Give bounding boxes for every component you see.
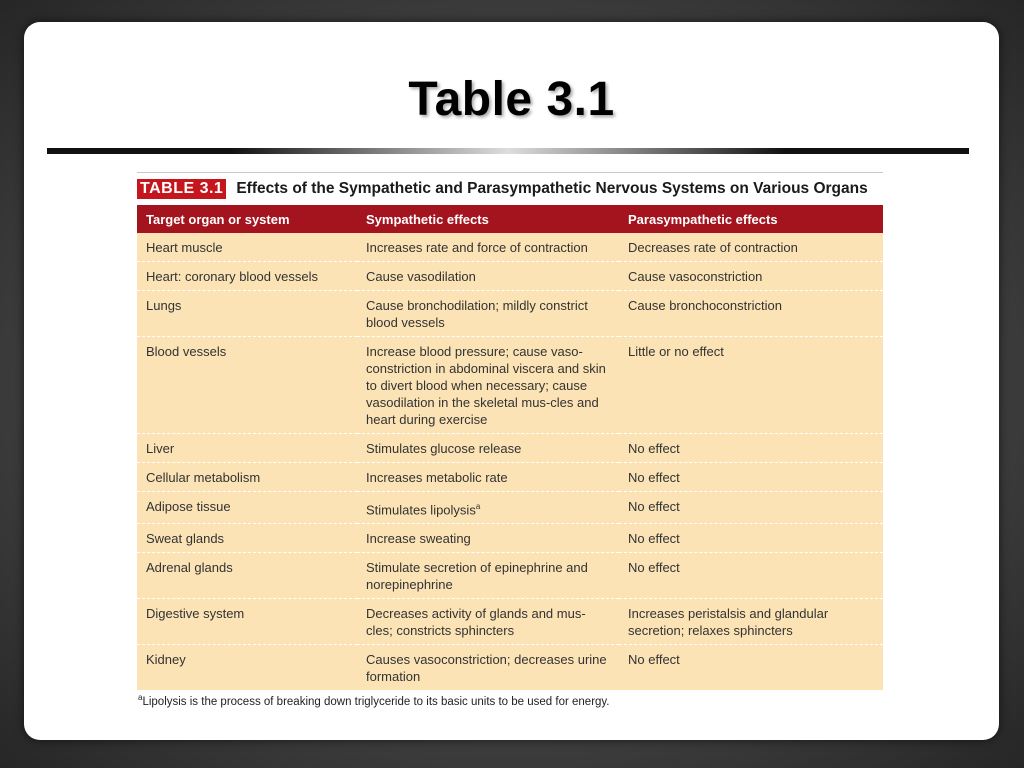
cell-parasympathetic: No effect [619, 463, 883, 492]
table-row [137, 645, 883, 691]
cell-organ: Kidney [137, 645, 357, 691]
footnote-marker: a [475, 502, 481, 511]
footnote-text: Lipolysis is the process of breaking down triglyceride to its basic units to be used for energy. [142, 696, 610, 709]
cell-sympathetic: Decreases activity of glands and mus-cles; constricts sphincters [357, 599, 619, 645]
cell-parasympathetic: Cause bronchoconstriction [619, 291, 883, 337]
table-footnote [137, 693, 883, 708]
cell-parasympathetic: No effect [619, 524, 883, 553]
cell-sympathetic: Cause vasodilation [357, 262, 619, 291]
table-row [137, 553, 883, 599]
cell-organ: Cellular metabolism [137, 463, 357, 492]
table-row [137, 599, 883, 645]
footnote-superscript: a [138, 693, 143, 703]
effects-table [137, 205, 883, 690]
cell-sympathetic: Stimulates glucose release [357, 434, 619, 463]
cell-organ: Adrenal glands [137, 553, 357, 599]
cell-sympathetic [357, 492, 619, 524]
cell-organ: Liver [137, 434, 357, 463]
cell-sympathetic: Increases metabolic rate [357, 463, 619, 492]
table-row [137, 524, 883, 553]
table-header-row [137, 205, 883, 233]
cell-sympathetic: Increase blood pressure; cause vaso-constriction in abdominal viscera and skin to divert blood when necessary; cause vasodilation in the skeletal mus-cles and heart during exercise [357, 337, 619, 434]
cell-sympathetic: Increase sweating [357, 524, 619, 553]
table-figure [137, 172, 883, 708]
table-caption [137, 172, 883, 199]
table-row [137, 233, 883, 262]
cell-sympathetic: Stimulate secretion of epinephrine and norepinephrine [357, 553, 619, 599]
header-sympathetic: Sympathetic effects [357, 205, 619, 233]
cell-organ: Heart: coronary blood vessels [137, 262, 357, 291]
cell-sympathetic: Cause bronchodilation; mildly constrict blood vessels [357, 291, 619, 337]
cell-sympathetic-text: Stimulates lipolysis [366, 502, 476, 518]
slide-title: Table 3.1 [408, 73, 615, 126]
cell-parasympathetic: No effect [619, 492, 883, 524]
cell-sympathetic: Causes vasoconstriction; decreases urine formation [357, 645, 619, 691]
cell-organ: Lungs [137, 291, 357, 337]
cell-organ: Adipose tissue [137, 492, 357, 524]
cell-organ: Digestive system [137, 599, 357, 645]
title-divider [47, 148, 969, 154]
slide [24, 22, 999, 740]
table-row [137, 262, 883, 291]
cell-organ: Heart muscle [137, 233, 357, 262]
table-row [137, 291, 883, 337]
cell-parasympathetic: Increases peristalsis and glandular secretion; relaxes sphincters [619, 599, 883, 645]
header-parasympathetic: Parasympathetic effects [619, 205, 883, 233]
cell-organ: Sweat glands [137, 524, 357, 553]
table-row [137, 337, 883, 434]
table-label: TABLE 3.1 [137, 179, 226, 199]
cell-parasympathetic: No effect [619, 553, 883, 599]
table-row [137, 434, 883, 463]
table-row [137, 463, 883, 492]
cell-parasympathetic: Decreases rate of contraction [619, 233, 883, 262]
cell-parasympathetic: Cause vasoconstriction [619, 262, 883, 291]
cell-parasympathetic: No effect [619, 645, 883, 691]
cell-sympathetic: Increases rate and force of contraction [357, 233, 619, 262]
cell-parasympathetic: No effect [619, 434, 883, 463]
table-caption-text: Effects of the Sympathetic and Parasympathetic Nervous Systems on Various Organs [236, 180, 868, 197]
cell-organ: Blood vessels [137, 337, 357, 434]
cell-parasympathetic: Little or no effect [619, 337, 883, 434]
table-row [137, 492, 883, 524]
header-target-organ: Target organ or system [137, 205, 357, 233]
